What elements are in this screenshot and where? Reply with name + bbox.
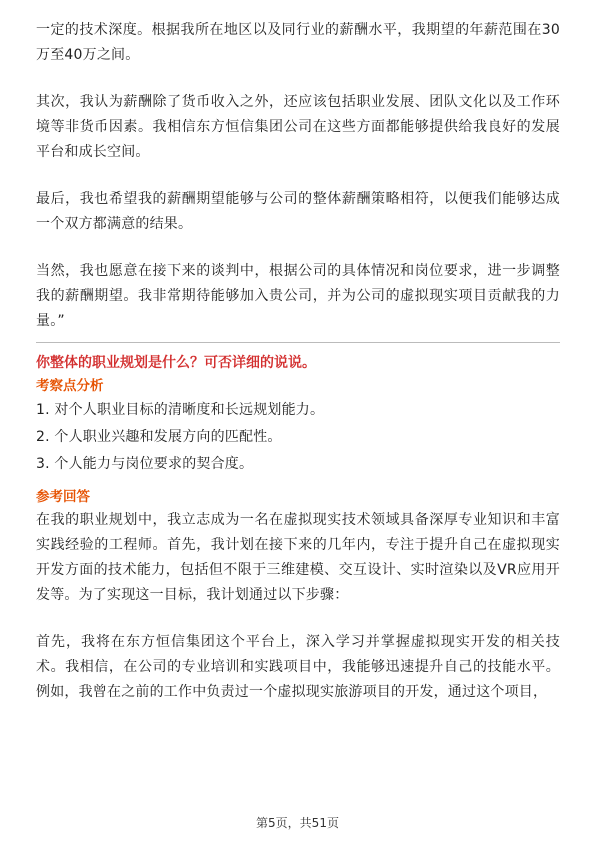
analysis-list — [36, 397, 560, 478]
paragraph-negotiation: 当然，我也愿意在接下来的谈判中，根据公司的具体情况和岗位要求，进一步调整我的薪酬期望。我非常期待能够加入贵公司，并为公司的虚拟现实项目贡献我的力量。” — [36, 263, 560, 329]
analysis-label: 考察点分析 — [36, 378, 104, 394]
list-item: 2. 个人职业兴趣和发展方向的匹配性。 — [36, 429, 282, 445]
paragraph-non-monetary: 其次，我认为薪酬除了货币收入之外，还应该包括职业发展、团队文化以及工作环境等非货币因素。我相信东方恒信集团公司在这些方面都能够提供给我良好的发展平台和成长空间。 — [36, 94, 560, 160]
page-number: 第5页，共51页 — [256, 816, 339, 830]
list-item: 3. 个人能力与岗位要求的契合度。 — [36, 456, 254, 472]
list-item: 1. 对个人职业目标的清晰度和长远规划能力。 — [36, 402, 325, 418]
reference-answer-label: 参考回答 — [36, 489, 90, 505]
paragraph-salary-strategy: 最后，我也希望我的薪酬期望能够与公司的整体薪酬策略相符，以便我们能够达成一个双方都满意的结果。 — [36, 191, 560, 232]
paragraph-salary-range: 一定的技术深度。根据我所在地区以及同行业的薪酬水平，我期望的年薪范围在30万至40万之间。 — [36, 22, 560, 63]
paragraph-career-goal: 在我的职业规划中，我立志成为一名在虚拟现实技术领域具备深厚专业知识和丰富实践经验的工程师。首先，我计划在接下来的几年内，专注于提升自己在虚拟现实开发方面的技术能力，包括但不限于三维建模、交互设计、实时渲染以及VR应用开发等。为了实现这一目标，我计划通过以下步骤： — [36, 512, 560, 603]
question-heading: 你整体的职业规划是什么？可否详细的说说。 — [36, 355, 316, 371]
page-content — [36, 18, 560, 705]
section-divider — [36, 342, 560, 343]
paragraph-first-step: 首先，我将在东方恒信集团这个平台上，深入学习并掌握虚拟现实开发的相关技术。我相信，在公司的专业培训和实践项目中，我能够迅速提升自己的技能水平。例如，我曾在之前的工作中负责过一个虚拟现实旅游项目的开发，通过这个项目， — [36, 634, 560, 700]
